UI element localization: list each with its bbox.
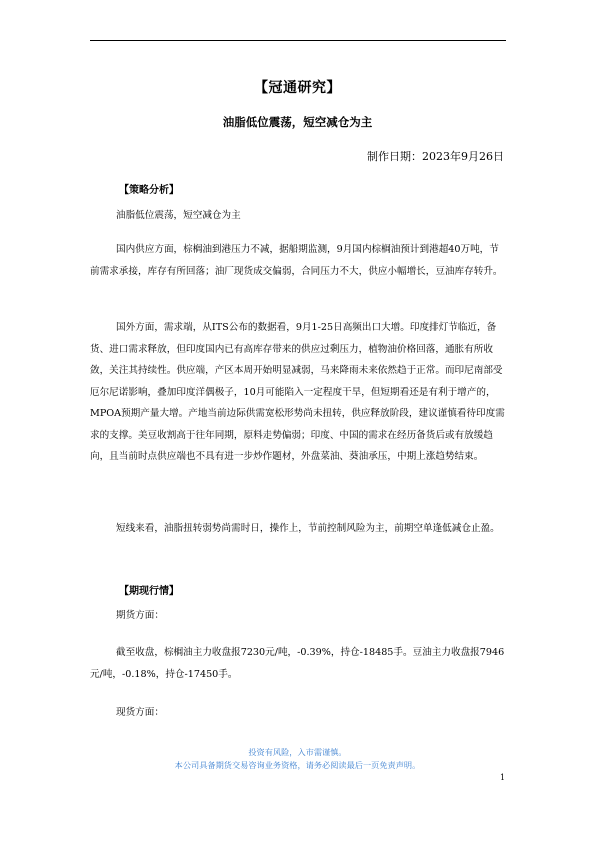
strategy-intro bbox=[90, 205, 505, 227]
strategy-intro-text: 油脂低位震荡，短空减仓为主 bbox=[116, 210, 241, 221]
futures-label: 期货方面： bbox=[116, 610, 164, 621]
short-term-paragraph bbox=[90, 518, 505, 540]
international-paragraph bbox=[90, 317, 505, 468]
futures-text: 截至收盘，棕榈油主力收盘报7230元/吨，-0.39%，持仓-18485手。豆油主力收盘报7946元/吨，-0.18%，持仓-17450手。 bbox=[90, 647, 505, 680]
doc-subtitle: 油脂低位震荡，短空减仓为主 bbox=[222, 115, 373, 129]
page-number: 1 bbox=[500, 773, 506, 782]
doc-title: 【冠通研究】 bbox=[254, 80, 341, 96]
market-heading: 【期现行情】 bbox=[119, 586, 179, 597]
footer-disclaimer bbox=[0, 746, 595, 772]
short-term-text: 短线来看，油脂扭转弱势尚需时日，操作上，节前控制风险为主，前期空单逢低减仓止盈。 bbox=[116, 523, 500, 534]
spot-label-paragraph bbox=[90, 702, 505, 724]
header-rule bbox=[90, 40, 506, 41]
futures-label-paragraph bbox=[90, 605, 505, 627]
footer-risk-warning: 投资有风险，入市需谨慎。 bbox=[248, 747, 347, 757]
domestic-text: 国内供应方面，棕榈油到港压力不减，据船期监测，9月国内棕榈油预计到港超40万吨，节前需求承接，库存有所回落；油厂现货成交偏弱，合同压力不大，供应小幅增长，豆油库存转升。 bbox=[90, 244, 503, 277]
spot-label: 现货方面： bbox=[116, 707, 164, 718]
strategy-heading: 【策略分析】 bbox=[119, 185, 179, 196]
doc-date: 制作日期：2023年9月26日 bbox=[367, 150, 504, 163]
futures-paragraph bbox=[90, 642, 505, 685]
international-text: 国外方面，需求端，从ITS公布的数据看，9月1-25日高频出口大增。印度排灯节临近，备货、进口需求释放，但印度国内已有高库存带来的供应过剩压力，植物油价格回落，通胀有所收敛，关注其持续性。供应端，产区本周开始明显减弱，马来降雨未来依然趋于正常。而印尼南部受厄尔尼诺影响，叠加印度洋偶极子，10月可能陷入一定程度干旱，但短期看还是有利于增产的，MPOA预期产量大增。产地当前边际供需宽松形势尚未扭转，供应释放阶段，建议谨慎看待印度需求的支撑。美豆收割高于往年同期，原料走势偏弱；印度、中国的需求在经历备货后或有放缓趋向，且当前时点供应端也不具有进一步炒作题材，外盘菜油、葵油承压，中期上涨趋势结束。 bbox=[90, 322, 505, 462]
domestic-paragraph bbox=[90, 239, 505, 282]
footer-disclaimer-link[interactable]: 本公司具备期货交易咨询业务资格，请务必阅读最后一页免责声明。 bbox=[174, 760, 421, 770]
